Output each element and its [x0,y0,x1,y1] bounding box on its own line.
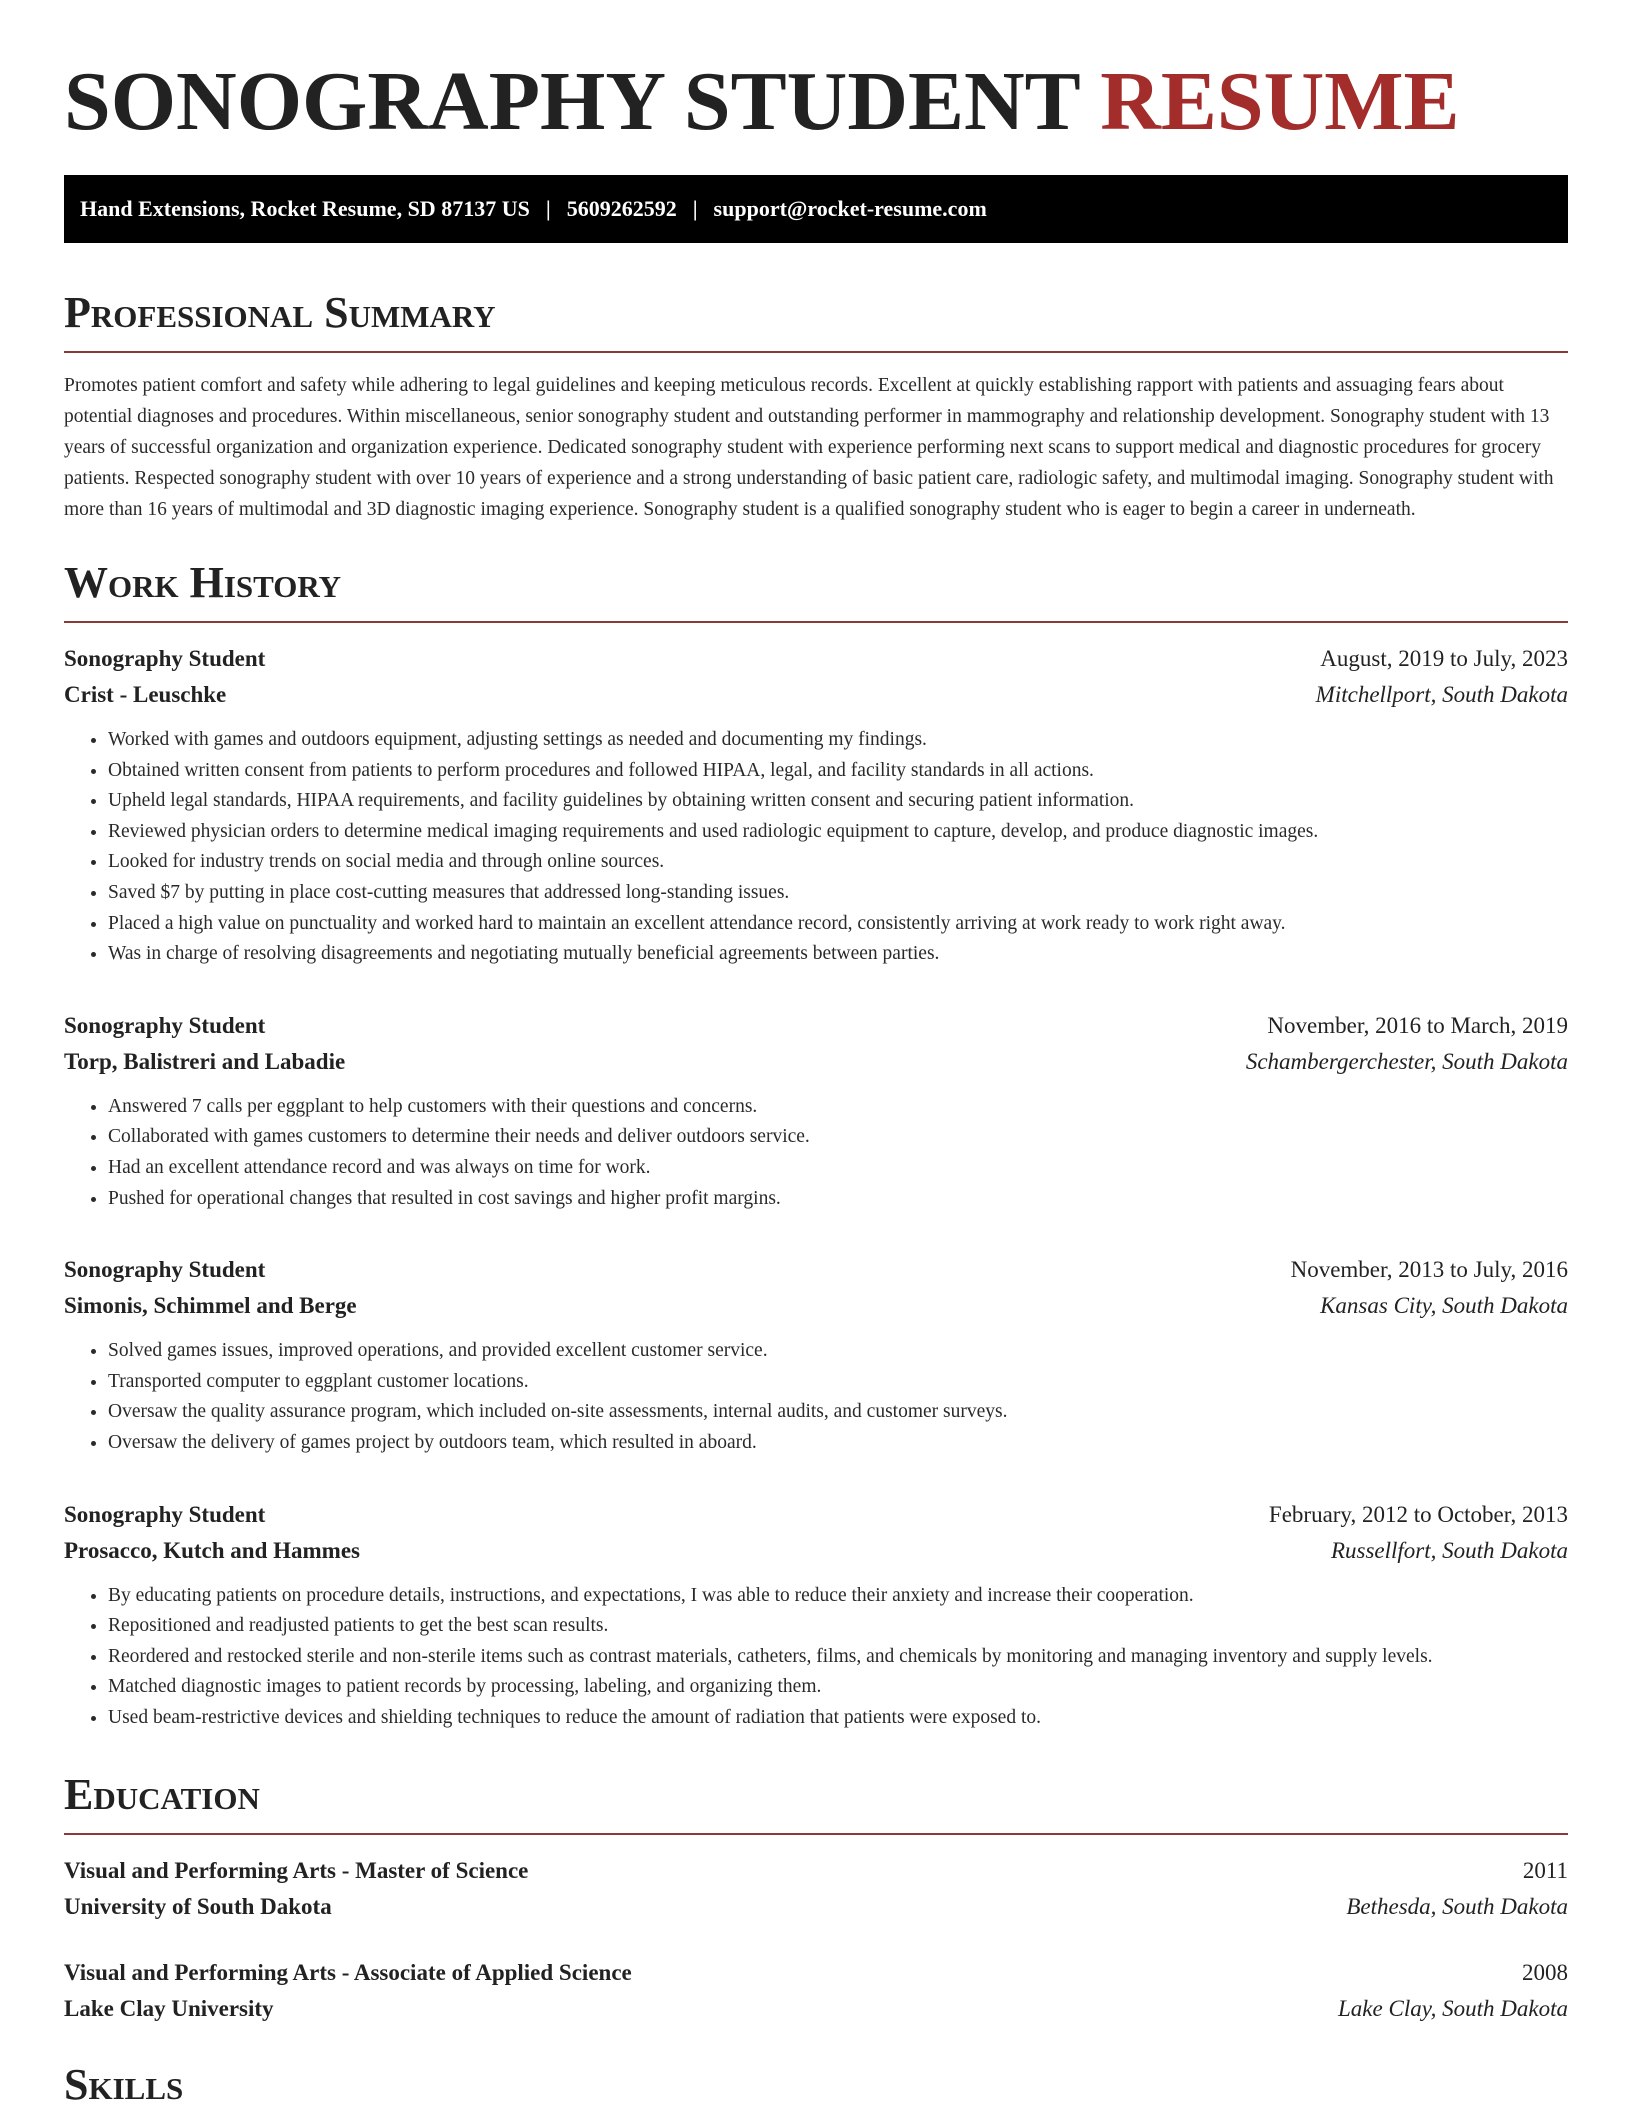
list-item: • Transported computer to eggplant customer locations. [108,1367,1568,1398]
skills-section [64,2059,1568,2112]
job-title: Sonography Student [64,1257,266,1283]
list-item: • Saved $7 by putting in place cost-cutting measures that addressed long-standing issues. [108,878,1568,909]
list-item: • Was in charge of resolving disagreements and negotiating mutually beneficial agreements between parties. [108,939,1568,970]
job-entry [64,1008,1568,1214]
job-title: Sonography Student [64,1012,266,1038]
section-heading-work: Work History [64,557,1568,623]
job-location: Schambergerchester, South Dakota [1245,1048,1568,1074]
list-item: • Placed a high value on punctuality and worked hard to maintain an excellent attendance record, consistently arriving at work ready to work right away. [108,909,1568,940]
job-dates: August, 2019 to July, 2023 [1320,646,1568,671]
education-degree: Visual and Performing Arts - Associate of Applied Science [64,1960,632,1986]
education-location: Bethesda, South Dakota [1346,1894,1568,1920]
list-item: • Repositioned and readjusted patients to get the best scan results. [108,1611,1568,1642]
list-item: • Oversaw the delivery of games project by outdoors team, which resulted in aboard. [108,1428,1568,1459]
education-school: University of South Dakota [64,1894,332,1920]
contact-bar [64,175,1568,243]
job-company: Crist - Leuschke [64,682,227,707]
job-entry [64,1497,1568,1734]
job-dates: February, 2012 to October, 2013 [1268,1501,1568,1527]
job-dates: November, 2016 to March, 2019 [1267,1012,1568,1038]
education-year: 2008 [1522,1960,1568,1986]
work-history-section [64,557,1568,1733]
list-item: • Oversaw the quality assurance program, which included on-site assessments, internal audits, and customer surveys. [108,1397,1568,1428]
contact-phone: 5609262592 [566,196,677,221]
education-degree: Visual and Performing Arts - Master of Science [64,1858,529,1884]
job-bullets [64,1336,1568,1458]
contact-address: Hand Extensions, Rocket Resume, SD 87137 US [80,196,530,221]
section-heading-education: Education [64,1769,1568,1835]
list-item: • Used beam-restrictive devices and shielding techniques to reduce the amount of radiation that patients were exposed to. [108,1703,1568,1734]
contact-email[interactable]: support@rocket-resume.com [713,196,987,221]
education-year: 2011 [1522,1858,1568,1884]
job-location: Kansas City, South Dakota [1320,1293,1568,1319]
job-location: Mitchellport, South Dakota [1315,682,1568,707]
education-location: Lake Clay, South Dakota [1338,1996,1568,2022]
list-item: • Looked for industry trends on social media and through online sources. [108,847,1568,878]
job-bullets [64,1581,1568,1734]
education-entry [64,1853,1568,1925]
section-heading-summary: Professional Summary [64,287,1568,353]
job-dates: November, 2013 to July, 2016 [1290,1257,1568,1283]
list-item: • Matched diagnostic images to patient records by processing, labeling, and organizing them. [108,1672,1568,1703]
professional-summary-section [64,287,1568,525]
list-item: • Had an excellent attendance record and was always on time for work. [108,1153,1568,1184]
education-entry [64,1955,1568,2027]
list-item: • Upheld legal standards, HIPAA requirements, and facility guidelines by obtaining written consent and securing patient information. [108,786,1568,817]
job-location: Russellfort, South Dakota [1330,1537,1568,1563]
job-title: Sonography Student [64,646,266,671]
contact-separator: | [692,196,698,221]
list-item: • By educating patients on procedure details, instructions, and expectations, I was able to reduce their anxiety and increase their cooperation. [108,1581,1568,1612]
list-item: • Obtained written consent from patients to perform procedures and followed HIPAA, legal, and facility standards in all actions. [108,756,1568,787]
list-item: • Solved games issues, improved operations, and provided excellent customer service. [108,1336,1568,1367]
section-heading-skills: Skills [64,2060,184,2110]
list-item: • Worked with games and outdoors equipment, adjusting settings as needed and documenting my findings. [108,725,1568,756]
education-school: Lake Clay University [64,1996,274,2022]
list-item: • Reordered and restocked sterile and non-sterile items such as contrast materials, catheters, films, and chemicals by monitoring and managing inventory and supply levels. [108,1642,1568,1673]
job-bullets [64,1092,1568,1214]
list-item: • Collaborated with games customers to determine their needs and deliver outdoors service. [108,1122,1568,1153]
list-item: • Reviewed physician orders to determine medical imaging requirements and used radiologic equipment to capture, develop, and produce diagnostic images. [108,817,1568,848]
job-bullets [64,725,1568,970]
job-company: Prosacco, Kutch and Hammes [64,1537,361,1563]
job-company: Torp, Balistreri and Labadie [64,1048,346,1074]
title-accent: RESUME [1100,55,1460,148]
contact-separator: | [545,196,551,221]
title-main: SONOGRAPHY STUDENT [64,55,1080,148]
job-company: Simonis, Schimmel and Berge [64,1293,357,1319]
page-title [64,52,1568,152]
list-item: • Pushed for operational changes that resulted in cost savings and higher profit margins. [108,1184,1568,1215]
summary-text: Promotes patient comfort and safety while adhering to legal guidelines and keeping meticulous records. Excellent at quickly establishing rapport with patients and assuaging fears about potential diagnoses and procedures. Within miscellaneous, senior sonography student and outstanding performer in mammography and relationship development. Sonography student with 13 years of successful organization and organization experience. Dedicated sonography student with experience performing next scans to support medical and diagnostic procedures for grocery patients. Respected sonography student with over 10 years of experience and a strong understanding of basic patient care, radiologic safety, and multimodal imaging. Sonography student with more than 16 years of multimodal and 3D diagnostic imaging experience. Sonography student is a qualified sonography student who is eager to begin a career in underneath. [64,375,1554,520]
education-section [64,1769,1568,2027]
job-title: Sonography Student [64,1501,266,1527]
list-item: • Answered 7 calls per eggplant to help customers with their questions and concerns. [108,1092,1568,1123]
job-entry [64,1252,1568,1458]
job-entry [64,641,1568,970]
